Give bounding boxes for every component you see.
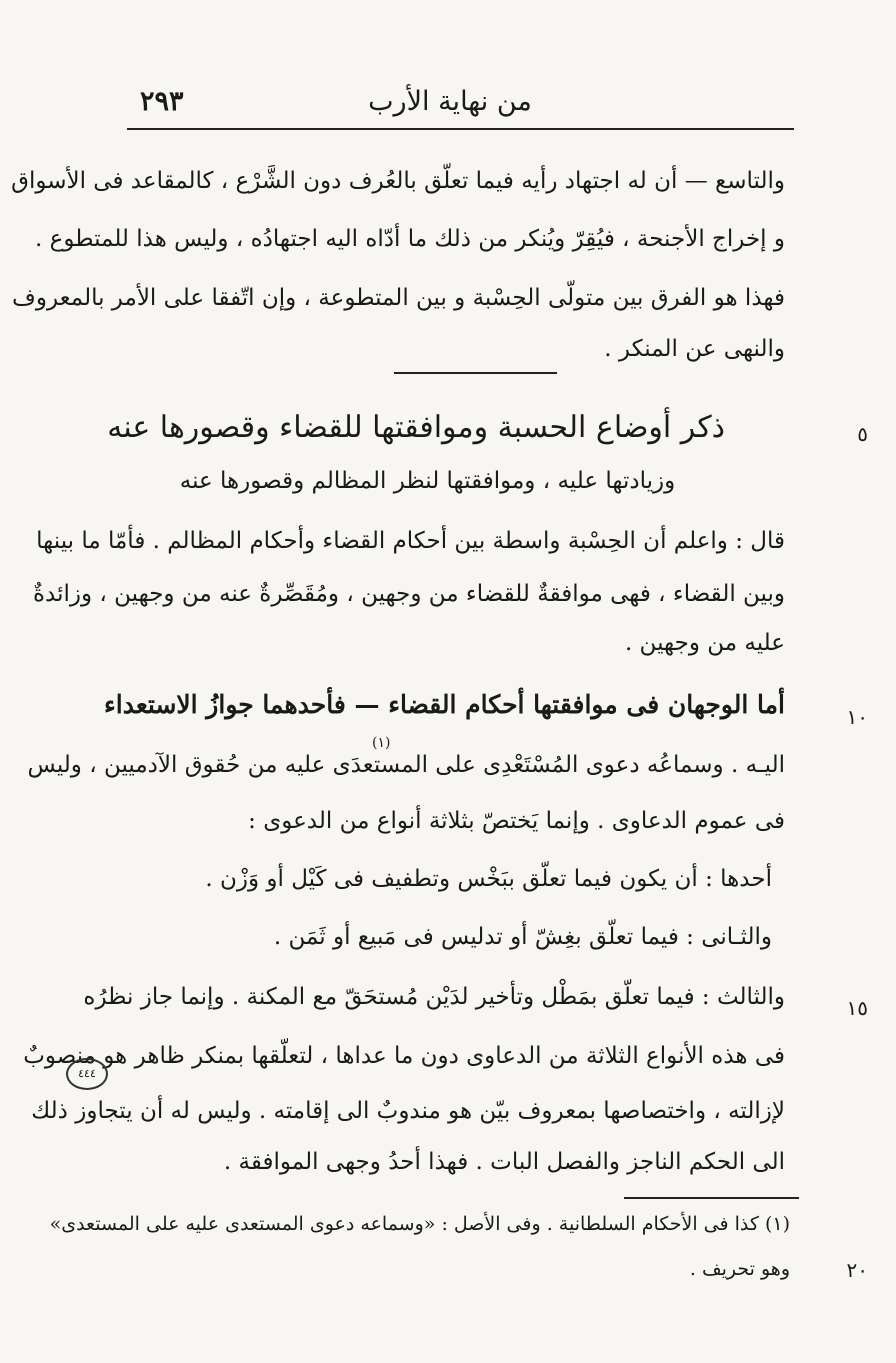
text-line: وبين القضاء ، فهى موافقةٌ للقضاء من وجهين ، ومُقَصِّرةٌ عنه من وجهين ، وزائدةٌ — [32, 581, 785, 607]
text-line: فهذا هو الفرق بين متولّى الحِسْبة و بين المتطوعة ، وإن اتّفقا على الأمر بالمعروف — [12, 285, 785, 311]
text-line: فى هذه الأنواع الثلاثة من الدعاوى دون ما عداها ، لتعلّقها بمنكر ظاهر هو منصوبٌ — [23, 1043, 785, 1069]
page-number: ٢٩٣ — [140, 86, 184, 117]
text-line: الى الحكم الناجز والفصل البات . فهذا أحدُ وجهى الموافقة . — [223, 1149, 785, 1175]
footnote-text: وهو تحريف . — [689, 1258, 790, 1280]
section-subheading: وزيادتها عليه ، وموافقتها لنظر المظالم وقصورها عنه — [179, 468, 676, 494]
library-stamp: ٤٤٤ — [66, 1058, 108, 1090]
text-line: والنهى عن المنكر . — [604, 336, 785, 362]
list-item: والثـانى : فيما تعلّق بغِشّ أو تدليس فى مَبيع أو ثَمَن . — [273, 924, 772, 950]
text-line: لإزالته ، واختصاصها بمعروف بيّن هو مندوبٌ الى إقامته . وليس له أن يتجاوز ذلك — [31, 1098, 785, 1124]
footnote-text: (١) كذا فى الأحكام السلطانية . وفى الأصل : «وسماعه دعوى المستعدى عليه على المستعدى» — [49, 1213, 790, 1235]
text-line: و إخراج الأجنحة ، فيُقِرّ ويُنكر من ذلك ما أدّاه اليه اجتهادُه ، وليس هذا للمتطوع . — [34, 226, 785, 252]
footnote-rule — [624, 1197, 799, 1199]
section-divider — [394, 372, 557, 374]
section-heading: ذكر أوضاع الحسبة وموافقتها للقضاء وقصورها عنه — [107, 410, 725, 445]
list-item: أحدها : أن يكون فيما تعلّق ببَخْس وتطفيف فى كَيْل أو وَزْن . — [205, 866, 772, 892]
line-number: ٥ — [857, 422, 868, 446]
text-line: قال : واعلم أن الحِسْبة واسطة بين أحكام القضاء وأحكام المظالم . فأمّا ما بينها — [36, 528, 785, 554]
line-number: ٢٠ — [846, 1258, 868, 1282]
running-header-title: من نهاية الأرب — [368, 86, 532, 117]
text-line: فى عموم الدعاوى . وإنما يَختصّ بثلاثة أنواع من الدعوى : — [248, 808, 785, 834]
text-line: والثالث : فيما تعلّق بمَطْل وتأخير لدَيْن مُستحَقّ مع المكنة . وإنما جاز نظرُه — [83, 984, 785, 1010]
line-number: ١٠ — [846, 705, 868, 729]
header-rule — [127, 128, 794, 130]
text-line: والتاسع — أن له اجتهاد رأيه فيما تعلّق بالعُرف دون الشَّرْع ، كالمقاعد فى الأسواق — [11, 168, 785, 194]
text-line: اليـه . وسماعُه دعوى المُسْتَعْدِى على المستعدَى عليه من حُقوق الآدميين ، وليس — [27, 752, 785, 778]
text-line: عليه من وجهين . — [624, 630, 785, 656]
line-number: ١٥ — [846, 996, 868, 1020]
footnote-marker: (١) — [372, 735, 391, 751]
text-line: أما الوجهان فى موافقتها أحكام القضاء — فأحدهما جوازُ الاستعداء — [104, 690, 785, 719]
